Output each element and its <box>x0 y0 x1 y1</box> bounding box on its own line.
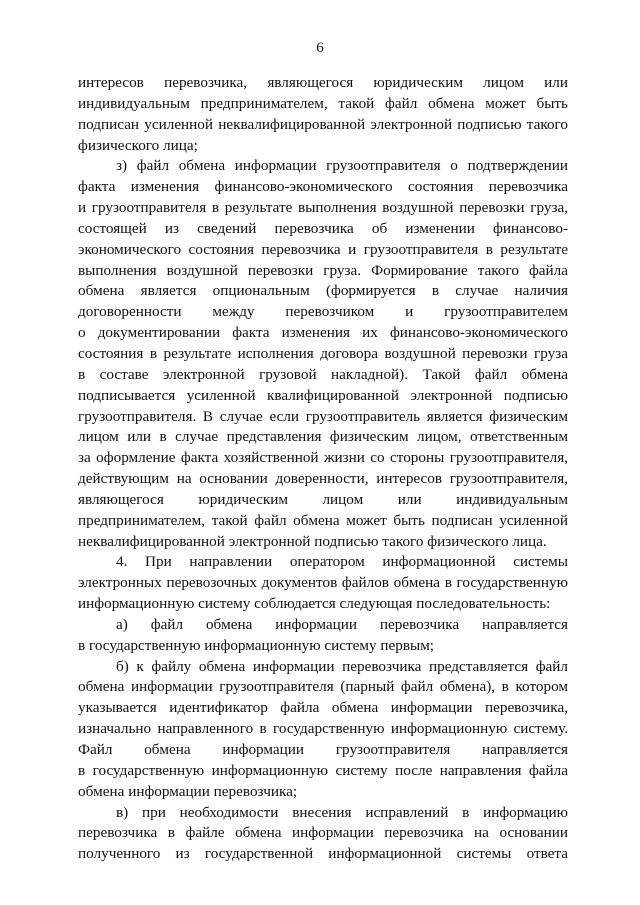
text-line: неквалифицированной электронной подписью такого физического лица. <box>78 532 547 550</box>
text-line: за оформление факта хозяйственной жизни со стороны грузоотправителя, <box>78 449 568 467</box>
text-line: обмена является опциональным (формируется в случае наличия <box>78 282 568 300</box>
text-line: б) к файлу обмена информации перевозчика представляется файл <box>116 657 568 675</box>
text-line: лицом или в случае представления физическим лицом, ответственным <box>78 428 568 446</box>
text-line: перевозчика в файле обмена информации перевозчика на основании <box>78 824 568 842</box>
text-line: подписан усиленной неквалифицированной электронной подписью такого <box>78 115 568 133</box>
text-line: з) файл обмена информации грузоотправителя о подтверждении <box>116 157 568 175</box>
text-line: состоящей из сведений перевозчика об изменении финансово- <box>78 219 568 237</box>
text-line: 4. При направлении оператором информационной системы <box>116 553 568 571</box>
text-line: предпринимателем, такой файл обмена может быть подписан усиленной <box>78 511 568 529</box>
text-line: в государственную информационную систему первым; <box>78 636 435 654</box>
text-line: в составе электронной грузовой накладной). Такой файл обмена <box>78 365 568 383</box>
text-line: индивидуальным предпринимателем, такой файл обмена может быть <box>78 94 568 112</box>
text-line: изначально направленного в государственную информационную систему. <box>78 720 568 738</box>
text-line: подписывается усиленной квалифицированной электронной подписью <box>78 386 568 404</box>
text-line: Файл обмена информации грузоотправителя направляется <box>78 741 568 758</box>
text-line: и грузоотправителя в результате выполнения воздушной перевозки груза, <box>78 199 568 217</box>
text-line: в) при необходимости внесения исправлений в информацию <box>116 803 568 821</box>
text-line: являющегося юридическим лицом или индивидуальным <box>78 490 568 508</box>
text-line: электронных перевозочных документов файлов обмена в государственную <box>78 574 568 592</box>
text-line: выполнения воздушной перевозки груза. Формирование такого файла <box>78 261 568 279</box>
text-line: в государственную информационную систему после направления файла <box>78 761 568 779</box>
text-line: информационную систему соблюдается следующая последовательность: <box>78 595 551 613</box>
text-line: экономического состояния перевозчика и грузоотправителя в результате <box>78 240 568 258</box>
page-number: 6 <box>316 40 324 56</box>
text-line: факта изменения финансово-экономического состояния перевозчика <box>78 178 568 196</box>
text-line: интересов перевозчика, являющегося юридическим лицом или <box>78 74 568 91</box>
text-line: о документировании факта изменения их финансово-экономического <box>78 324 568 342</box>
text-line: указывается идентификатор файла обмена информации перевозчика, <box>78 699 568 717</box>
text-line: а) файл обмена информации перевозчика направляется <box>116 615 568 633</box>
text-line: грузоотправителя. В случае если грузоотправитель является физическим <box>78 407 568 425</box>
document-body <box>78 73 568 865</box>
text-line: обмена информации перевозчика; <box>78 782 298 800</box>
text-line: состояния в результате исполнения договора воздушной перевозки груза <box>78 344 568 362</box>
text-line: действующим на основании доверенности, интересов грузоотправителя, <box>78 470 568 488</box>
text-line: физического лица; <box>78 136 198 154</box>
text-line: полученного из государственной информационной системы ответа <box>78 845 568 863</box>
text-line: обмена информации грузоотправителя (парный файл обмена), в котором <box>78 678 568 696</box>
text-line: договоренности между перевозчиком и грузоотправителем <box>78 303 568 321</box>
